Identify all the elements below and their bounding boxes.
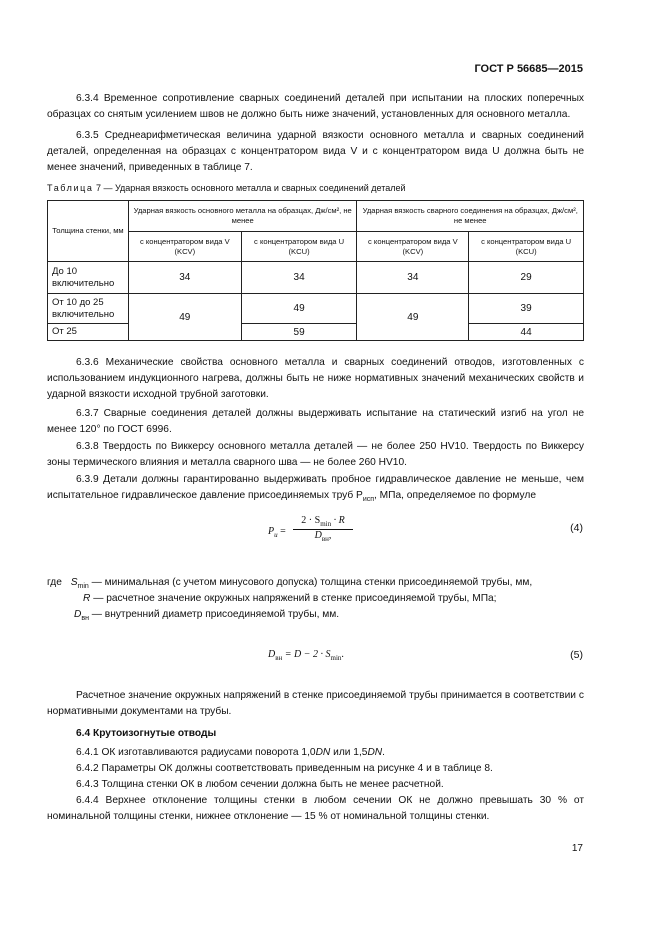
symbol-r: R bbox=[83, 593, 91, 604]
cell-base-v: 49 bbox=[128, 294, 241, 341]
row-label: До 10 включительно bbox=[48, 262, 129, 294]
table-7-caption bbox=[47, 183, 406, 193]
header-base-metal: Ударная вязкость основного металла на образцах, Дж/см², не менее bbox=[128, 201, 357, 232]
symbol-s: S bbox=[70, 577, 78, 588]
section-6-4-title: 6.4 Крутоизогнутые отводы bbox=[76, 728, 217, 739]
paragraph-6-4-3: 6.4.3 Толщина стенки ОК в любом сечении должна быть не менее расчетной. bbox=[76, 779, 444, 790]
desc-r: — расчетное значение окружных напряжений в стенке присоединяемой трубы, МПа; bbox=[90, 593, 497, 604]
formula4-den-sub: вн bbox=[321, 535, 329, 543]
table-row bbox=[48, 324, 584, 341]
p641-dn1: DN bbox=[315, 747, 331, 758]
paragraph-6-4-1 bbox=[47, 745, 584, 761]
p641-end: . bbox=[382, 747, 386, 758]
formula4-num-tail: · R bbox=[331, 515, 345, 526]
where-d bbox=[74, 607, 339, 627]
cell-weld-u: 44 bbox=[469, 324, 584, 341]
cell-base-u: 34 bbox=[241, 262, 357, 294]
formula5-rhs: = D − 2 · S bbox=[282, 649, 331, 660]
symbol-d: D bbox=[74, 609, 82, 620]
desc-s: — минимальная (с учетом минусового допуска) толщина стенки присоединяемой трубы, мм, bbox=[88, 577, 533, 588]
equation-number-4: (4) bbox=[570, 522, 583, 534]
paragraph-calc: Расчетное значение окружных напряжений в стенке присоединяемой трубы принимается в соответствии с нормативными документами на трубы. bbox=[47, 690, 584, 717]
paragraph-6-3-9 bbox=[47, 472, 584, 508]
formula4-lhs-sub: и bbox=[274, 531, 278, 539]
cell-base-u: 49 bbox=[241, 294, 357, 324]
header-base-kcu: с концентратором вида U (KCU) bbox=[241, 232, 357, 262]
formula4-lhs: P bbox=[268, 526, 275, 537]
cell-weld-v: 49 bbox=[357, 294, 469, 341]
formula4-denominator: D bbox=[314, 530, 322, 541]
formula-5 bbox=[268, 649, 344, 662]
where-r bbox=[83, 591, 497, 607]
paragraph-6-4-4: 6.4.4 Верхнее отклонение толщины стенки в любом сечении ОК не должно превышать 30 % от номинальной толщины стенки, нижнее отклонение — 15 % от номинальной толщины стенки. bbox=[47, 795, 584, 822]
p641-mid: или 1,5 bbox=[330, 747, 368, 758]
caption-text: 7 — Ударная вязкость основного металла и сварных соединений деталей bbox=[93, 183, 406, 193]
p641-text: 6.4.1 ОК изготавливаются радиусами поворота 1,0 bbox=[76, 747, 316, 758]
cell-weld-u: 39 bbox=[469, 294, 584, 324]
p639-tail: , МПа, определяемое по формуле bbox=[374, 490, 536, 501]
paragraph-6-3-6: 6.3.6 Механические свойства основного металла и сварных соединений отводов, изготовленных с использованием индукционного нагрева, должны быть не ниже нормативных значений механических свойств и ударной вязкости исходной трубной заготовки. bbox=[47, 357, 584, 400]
table-row bbox=[48, 294, 584, 324]
cell-base-v: 34 bbox=[128, 262, 241, 294]
formula4-num-sub: min bbox=[320, 520, 332, 528]
paragraph-6-3-7: 6.3.7 Сварные соединения деталей должны выдерживать испытание на статический изгиб на угол не менее 120° по ГОСТ 6996. bbox=[47, 408, 584, 435]
where-word: где bbox=[47, 577, 62, 588]
fraction-bar bbox=[293, 529, 353, 530]
standard-header: ГОСТ Р 56685—2015 bbox=[474, 63, 583, 75]
cell-weld-u: 29 bbox=[469, 262, 584, 294]
header-weld-kcu: с концентратором вида U (KCU) bbox=[469, 232, 584, 262]
header-weld-kcv: с концентратором вида V (KCV) bbox=[357, 232, 469, 262]
equation-number-5: (5) bbox=[570, 649, 583, 661]
paragraph-6-3-8: 6.3.8 Твердость по Виккерсу основного металла деталей — не более 250 HV10. Твердость по Виккерсу зоны термического влияния и металла сварного шва — не более 260 HV10. bbox=[47, 441, 584, 468]
table-7 bbox=[47, 200, 584, 341]
header-thickness: Толщина стенки, мм bbox=[48, 201, 129, 262]
formula5-lhs-sub: вн bbox=[275, 654, 283, 662]
cell-base-u: 59 bbox=[241, 324, 357, 341]
paragraph-6-3-4: 6.3.4 Временное сопротивление сварных соединений деталей при испытании на плоских поперечных образцах со снятым усилением швов не должно быть ниже значений, установленных для основного металла. bbox=[47, 93, 584, 120]
document-page: ГОСТ Р 56685—2015 6.3.4 Временное сопротивление сварных соединений деталей при испытании на плоских поперечных образцах со снятым усилением швов не должно быть ниже значений, установленных для основного металла. 6.3.5 Среднеарифметическая величина ударной вязкости основного металла и сварных соединений деталей, определенная на образцах с концентратором вида V и с концентратором вида U должна быть не менее значений, приведенных в таблице 7. Таблица 7 — Ударная вязкость основного металла и сварных соединений деталей Толщина стенки, мм Ударная вязкость основного металла на образцах, Дж/см², не менее Ударная вязкость сварного соединения на образцах, Дж/см², не менее с концентратором вида V (KCV) с концентратором вида U (KCU) с концентратором вида V (KCV) с концентратором вида U (KCU) До 10 включительно 34 34 34 29 От 10 до 25 включительно 49 49 49 39 От 25 59 44 6.3.6 Механические свойства основного металла и сварных соединений отводов, изготовленных с использованием индукционного нагрева, должны быть не ниже нормативных значений механических свойств и ударной вязкости исходной трубной заготовки. 6.3.7 Сварные соединения деталей должны выдерживать испытание на статический изгиб на угол не менее 120° по ГОСТ 6996. 6.3.8 Твердость по Виккерсу основного металла деталей — не более 250 HV10. Твердость по Виккерсу зоны термического влияния и металла сварного шва — не более 260 HV10. 6.3.9 Детали должны гарантированно выдерживать пробное гидравлическое давление не меньше, чем испытательное гидравлическое давление присоединяемых труб $P_{исп}$, МПа, определяемое по формуле $P_и$ = $2 \cdot S_{min} \cdot R$ $D_{вн}$, (4) где $S_{min}$ — минимальная (с учетом минусового допуска) толщина стенки присоединяемой трубы, мм, R — расчетное значение окружных напряжений в стенке присоединяемой трубы, МПа; $D_{вн}$ — внутренний диаметр присоединяемой трубы, мм. $D_{вн} = D - 2 \cdot S_{min}$. (5) Расчетное значение окружных напряжений в стенке присоединяемой трубы принимается в соответствии с нормативными документами на трубы. 6.4 Крутоизогнутые отводы 6.4.1 ОК изготавливаются радиусами поворота 1,0DN или 1,5DN. 6.4.2 Параметры ОК должны соответствовать приведенным на рисунке 4 и в таблице 8. 6.4.3 Толщина стенки ОК в любом сечении должна быть не менее расчетной. 6.4.4 Верхнее отклонение толщины стенки в любом сечении ОК не должно превышать 30 % от номинальной толщины стенки, нижнее отклонение — 15 % от номинальной толщины стенки. 17 bbox=[47, 63, 584, 854]
formula5-tail: . bbox=[341, 649, 344, 660]
header-weld: Ударная вязкость сварного соединения на образцах, Дж/см², не менее bbox=[357, 201, 584, 232]
p641-dn2: DN bbox=[367, 747, 383, 758]
paragraph-6-4-2: 6.4.2 Параметры ОК должны соответствовать приведенным на рисунке 4 и в таблице 8. bbox=[76, 763, 493, 774]
row-label: От 10 до 25 включительно bbox=[48, 294, 129, 324]
page-number: 17 bbox=[571, 843, 583, 854]
desc-d: — внутренний диаметр присоединяемой трубы, мм. bbox=[88, 609, 340, 620]
symbol-d-sub: вн bbox=[81, 615, 89, 623]
paragraph-6-3-5: 6.3.5 Среднеарифметическая величина ударной вязкости основного металла и сварных соединений деталей, определенная на образцах с концентратором вида V и с концентратором вида U должна быть не менее значений, приведенных в таблице 7. bbox=[47, 130, 584, 173]
formula4-numerator: 2 · S bbox=[301, 515, 321, 526]
formula5-rhs-sub: min bbox=[330, 654, 342, 662]
caption-word: Таблица bbox=[47, 183, 94, 193]
formula5-lhs: D bbox=[268, 649, 276, 660]
row-label: От 25 bbox=[48, 324, 129, 341]
symbol-s-sub: min bbox=[77, 583, 89, 591]
p639-text: 6.3.9 Детали должны гарантированно выдерживать пробное гидравлическое давление не меньше, чем испытательное гидравлическое давление присоединяемых труб P bbox=[47, 474, 584, 501]
table-row bbox=[48, 262, 584, 294]
cell-weld-v: 34 bbox=[357, 262, 469, 294]
p639-sub: исп bbox=[362, 496, 375, 504]
header-base-kcv: с концентратором вида V (KCV) bbox=[128, 232, 241, 262]
